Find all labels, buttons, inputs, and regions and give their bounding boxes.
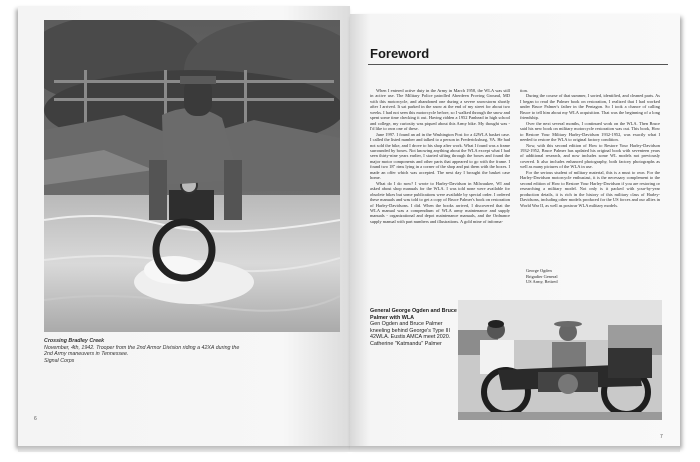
- signature-block: [526, 268, 558, 285]
- left-caption-body: November, 4th, 1942. Trooper from the 2nd Armor Division riding a 42XA during the 2nd Army maneuvers in Tennessee.: [44, 344, 240, 358]
- right-caption-body: Gen Ogden and Bruce Palmer kneeling behind George's Type III 42WLA. Eustis AMCA meet 2020.: [370, 321, 451, 341]
- left-photo-caption: [44, 338, 244, 364]
- paragraph: What do I do now? I wrote to Harley-Davidson in Milwaukee, WI and asked about shop manuals for the WLA. I was told none were available for obsolete bikes but some publications were available by special order. I ordered these manuals and was told to get a copy of Bruce Palmer's book on restoration of Harley-Davidsons. I did. When the books arrived, I discovered that the WLA manual was a compendium of WLA army maintenance and supply manuals - organizational and depot maintenance manuals, and the Ordnance supply manual with part numbers and illustrations. A gold mine of informa-: [370, 180, 510, 224]
- men-with-motorcycle-photo: [458, 300, 662, 420]
- paragraph: tion.: [520, 88, 528, 93]
- paragraph: Over the next several months, I continued work on the WLA. Then Bruce said his new book on military motorcycle restoration was out. This book, How to Restore Your Military Harley-Davidson 1932-1952, was exactly what I needed to restore the WLA to original factory condition.: [520, 120, 660, 143]
- left-caption-credit: Signal Corps: [44, 357, 75, 364]
- paragraph: June 1997. I found an ad in the Washington Post for a 42WLA basket case. I called the listed number and talked to a person in Fredericksburg, VA. He had not sold the bike, and I drove to his shop after work. What I found was a frame surrounded by boxes. Not knowing anything about the WLA except what I had seen thirty-nine years earlier, I started sifting through the boxes and found the major motor components and other parts that appeared to go with the frame. I found two 18" rims lying in a corner of the shop and put them with the boxes. I made an offer which was accepted. The next day I brought the basket case home.: [370, 131, 510, 181]
- signature-service: US Army, Retired: [526, 279, 558, 284]
- paragraph: For the serious student of military material, this is a must to own. For the Harley-Davidson motorcycle enthusiast, it is the necessary complement to the second edition of How to Restore Your Harley-Davidson if you are restoring or researching a military model. Not only is it packed with your-by-year production details, it is rich in the history of this military class of Harley-Davidsons, including other models produced for the US forces and our allies in World War II, as well as postwar WLA military models.: [520, 169, 660, 208]
- signature-rank: Brigadier General: [526, 273, 558, 279]
- right-page: [350, 14, 680, 446]
- text-column-1: [370, 88, 510, 304]
- soldier-on-motorcycle-photo: [44, 20, 340, 332]
- heading-divider: [368, 64, 668, 65]
- left-caption-title: Crossing Bradley Creek: [44, 338, 105, 344]
- paragraph: When I entered active duty in the Army in March 1958, the WLA was still in active use. The Military Police patrolled Aberdeen Proving Ground, MD with this motorcycle, and abandoned one during a severe snowstorm shortly after I arrived. It sat parked in the snow at the end of my street for about two weeks. I had not seen this motorcycle before, so I walked through the snow and spent some time checking it out. Having ridden a 1952 Panhead in high school and college, my curiosity was piqued about this Army bike. My thought was - I'd like to own one of these.: [370, 88, 510, 132]
- signature-name: George Ogden: [526, 268, 552, 273]
- left-page: [18, 6, 350, 446]
- paragraph: During the course of that summer, I sorted, identified, and cleaned parts. As I began to read the Palmer book on restoration, I realized that I had worked under Bruce Palmer's father in the Pentagon. So I took a chance of calling Bruce to tell him about my WLA acquisition. That was the beginning of a long friendship.: [520, 93, 660, 121]
- paragraph: Now, with this second edition of How to Restore Your Harley-Davidson 1932-1952, Bruce Palmer has updated his original book with seventeen years of additional research, and now includes some WL models not previously covered. It also includes enhanced photography, both factory photographs as well as many pictures of the WLA in use.: [520, 142, 660, 170]
- right-caption-title: General George Ogden and Bruce Palmer with WLA: [370, 308, 457, 321]
- right-caption-credit: Catherine "Katmandu" Palmer: [370, 340, 442, 347]
- right-page-number: 7: [660, 434, 663, 440]
- right-photo-caption: [370, 308, 460, 348]
- foreword-heading: Foreword: [370, 46, 430, 61]
- left-page-number: 6: [34, 416, 37, 422]
